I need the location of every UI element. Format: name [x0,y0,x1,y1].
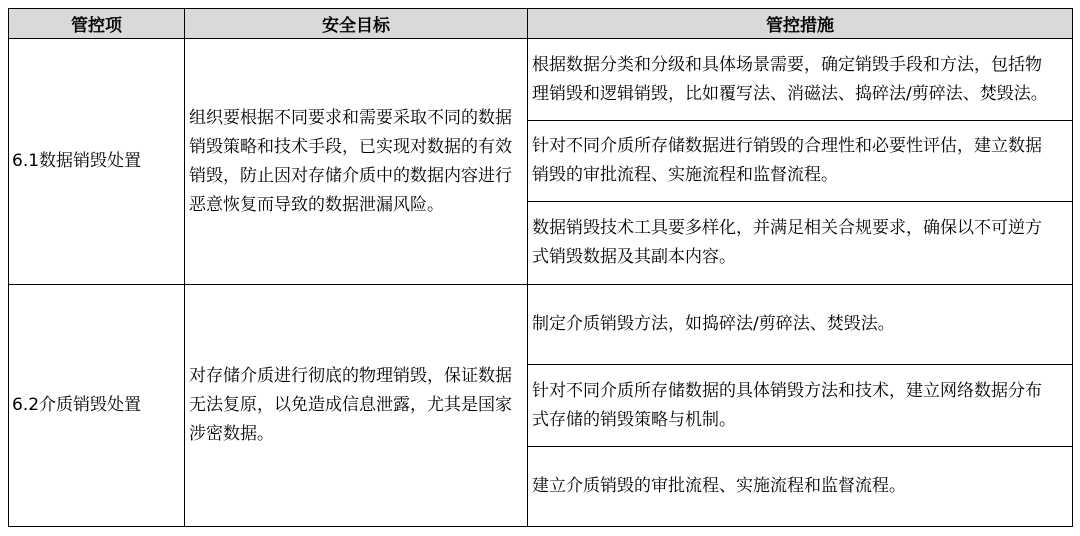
control-item-cell: 6.2介质销毁处置 [9,285,185,527]
control-measure-cell: 数据销毁技术工具要多样化，并满足相关合规要求，确保以不可逆方式销毁数据及其副本内容。 [528,202,1073,285]
control-measure-cell: 建立介质销毁的审批流程、实施流程和监督流程。 [528,447,1073,527]
security-goal-cell: 组织要根据不同要求和需要采取不同的数据销毁策略和技术手段，已实现对数据的有效销毁，防止因对存储介质中的数据内容进行恶意恢复而导致的数据泄漏风险。 [185,39,528,285]
table-row [9,285,1073,365]
control-item-cell: 6.1数据销毁处置 [9,39,185,285]
table-row [9,39,1073,121]
control-measure-cell: 针对不同介质所存储数据的具体销毁方法和技术，建立网络数据分布式存储的销毁策略与机制。 [528,365,1073,447]
security-goal-cell: 对存储介质进行彻底的物理销毁，保证数据无法复原，以免造成信息泄露，尤其是国家涉密数据。 [185,285,528,527]
control-measure-cell: 制定介质销毁方法，如捣碎法/剪碎法、焚毁法。 [528,285,1073,365]
control-measure-cell: 根据数据分类和分级和具体场景需要，确定销毁手段和方法，包括物理销毁和逻辑销毁，比如覆写法、消磁法、捣碎法/剪碎法、焚毁法。 [528,39,1073,121]
control-measure-cell: 针对不同介质所存储数据进行销毁的合理性和必要性评估，建立数据销毁的审批流程、实施流程和监督流程。 [528,121,1073,202]
header-security-goal: 安全目标 [185,9,528,39]
header-control-item: 管控项 [9,9,185,39]
table-header-row [9,9,1073,39]
header-control-measures: 管控措施 [528,9,1073,39]
control-measures-table [8,8,1073,527]
